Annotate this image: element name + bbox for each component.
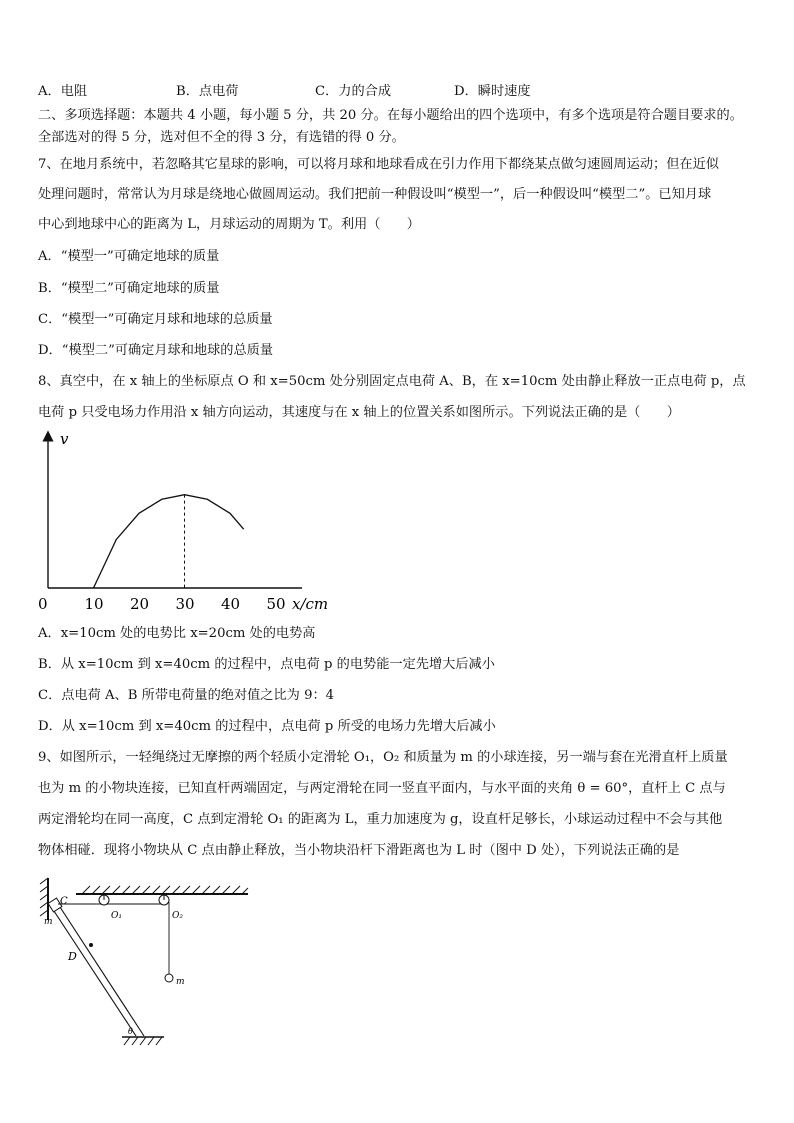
rod [52, 904, 144, 1036]
q9-line2: 也为 m 的小物块连接，已知直杆两端固定，与两定滑轮在同一竖直平面内，与水平面的夹角 θ = 60°，直杆上 C 点与 [38, 781, 726, 796]
q8-line1: 8、真空中，在 x 轴上的坐标原点 O 和 x=50cm 处分别固定点电荷 A、B，在 x=10cm 处由静止释放一正点电荷 p，点 [38, 374, 746, 389]
q7-line2: 处理问题时，常常认为月球是绕地心做圆周运动。我们把前一种假设叫“模型一”，后一种假设叫“模型二”。已知月球 [38, 187, 712, 202]
origin-label: 0 [38, 595, 48, 613]
q9-line4: 物体相碰．现将小物块从 C 点由静止释放，当小物块沿杆下滑距离也为 L 时（图中 D 处），下列说法正确的是 [38, 843, 680, 858]
q7-line1: 7、在地月系统中，若忽略其它星球的影响，可以将月球和地球看成在引力作用下都绕某点做匀速圆周运动；但在近似 [38, 157, 719, 172]
label-c: C [60, 896, 68, 907]
section2-line1: 二、多项选择题：本题共 4 小题，每小题 5 分，共 20 分。在每小题给出的四个选项中，有多个选项是符合题目要求的。 [38, 108, 743, 123]
x-tick-label: 10 [84, 595, 104, 613]
q6-option-c: C．力的合成 [315, 84, 392, 99]
pulley-rod-figure [36, 874, 256, 1054]
ground [122, 1037, 164, 1045]
left-wall [40, 878, 48, 920]
q7-option-a: A．“模型一”可确定地球的质量 [38, 249, 220, 264]
q6-option-d: D．瞬时速度 [454, 84, 531, 99]
label-o2: O₂ [172, 911, 183, 921]
section2-line2: 全部选对的得 5 分，选对但不全的得 3 分，有选错的得 0 分。 [38, 130, 405, 145]
point-d [89, 943, 93, 947]
q9-line3: 两定滑轮均在同一高度，C 点到定滑轮 O₁ 的距离为 L，重力加速度为 g，设直杆足够长，小球运动过程中不会与其他 [38, 812, 723, 827]
q7-line3: 中心到地球中心的距离为 L，月球运动的周期为 T。利用（ ） [38, 217, 420, 232]
q8-option-d: D．从 x=10cm 到 x=40cm 的过程中，点电荷 p 所受的电场力先增大后减小 [38, 719, 496, 734]
q6-option-a: A．电阻 [38, 84, 88, 99]
q7-option-d: D．“模型二”可确定月球和地球的总质量 [38, 343, 274, 358]
label-m-block: m [44, 917, 53, 927]
ball [165, 974, 173, 982]
x-tick-label: 30 [175, 595, 195, 613]
x-tick-label: 50 [266, 595, 286, 613]
label-o1: O₁ [111, 911, 122, 921]
q8-option-b: B．从 x=10cm 到 x=40cm 的过程中，点电荷 p 的电势能一定先增大后减小 [38, 657, 495, 672]
q7-option-c: C．“模型一”可确定月球和地球的总质量 [38, 312, 273, 327]
ceiling [76, 886, 248, 894]
label-m-ball: m [176, 977, 185, 987]
q8-line2: 电荷 p 只受电场力作用沿 x 轴方向运动，其速度与在 x 轴上的位置关系如图所示。下列说法正确的是（ ） [38, 405, 680, 420]
velocity-curve [94, 495, 244, 588]
x-tick-label: 20 [130, 595, 150, 613]
q8-option-a: A．x=10cm 处的电势比 x=20cm 处的电势高 [38, 626, 316, 641]
q6-option-b: B．点电荷 [176, 84, 239, 99]
y-axis-label: v [60, 430, 69, 448]
q7-option-b: B．“模型二”可确定地球的质量 [38, 281, 220, 296]
q9-line1: 9、如图所示，一轻绳绕过无摩擦的两个轻质小定滑轮 O₁，O₂ 和质量为 m 的小球连接，另一端与套在光滑直杆上质量 [38, 750, 728, 765]
label-d: D [68, 950, 77, 963]
x-tick-label: 40 [221, 595, 241, 613]
x-axis-label: x/cm [292, 595, 329, 613]
velocity-position-chart [32, 428, 332, 618]
label-theta: θ [128, 1027, 133, 1036]
q8-option-c: C．点电荷 A、B 所带电荷量的绝对值之比为 9：4 [38, 688, 335, 703]
